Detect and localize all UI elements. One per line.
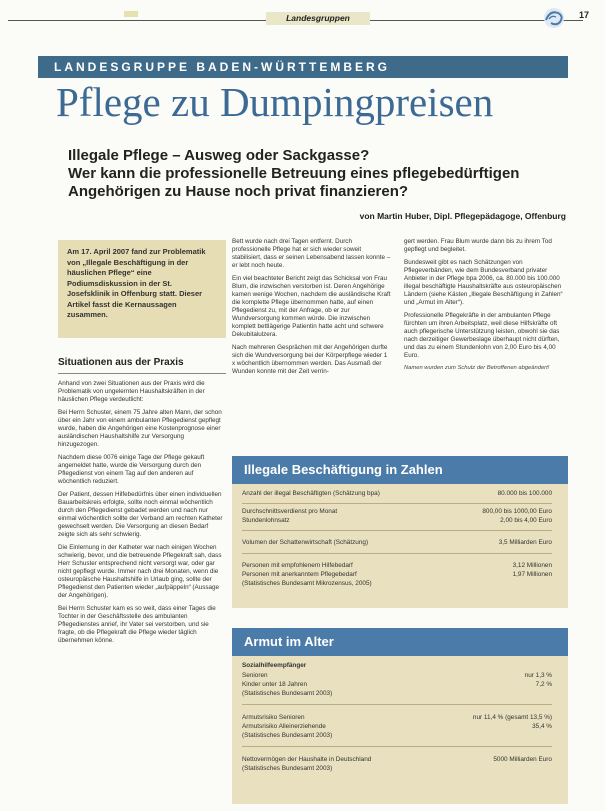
row-label: Personen mit anerkanntem Pflegebedarf — [242, 571, 357, 578]
box-body — [232, 656, 568, 804]
row-label: Volumen der Schattenwirtschaft (Schätzung) — [242, 539, 369, 546]
paragraph: Nach mehreren Gesprächen mit der Angehörigen durfte sich die Wundversorgung bei der Körperpflege wieder 1 x wöchentlich übernommen werden. Das Ausmaß der Wunden konnte mit der Zeit verrin- — [232, 344, 388, 375]
stats-box-poverty-in-age — [232, 628, 568, 804]
paragraph: gert werden. Frau Blum wurde dann bis zu ihrem Tod gepflegt und begleitet. — [404, 238, 552, 253]
paragraph: Nachdem diese 0076 einige Tage der Pflege gekauft angemeldet hatte, wurde die Versorgung durch den Pflegedienst von einem Tag auf den anderen auf wöchentlich reduziert. — [58, 454, 205, 485]
row-divider — [242, 503, 552, 504]
paragraph: Bundesweit gibt es nach Schätzungen von Pflegeverbänden, wie dem Bundesverband privater Anbieter in der Pflege bpa 2006, ca. 80.000 bis 100.000 illegal beschäftigte Haushaltskräfte aus osteuropäischen Ländern (siehe Kästen „Illegale Beschäftigung in Zahlen“ und „Armut im Alter“). — [404, 259, 563, 306]
row-value: 3,5 Milliarden Euro — [498, 539, 552, 546]
subtitle-line: Angehörigen zu Hause noch privat finanzieren? — [68, 183, 409, 200]
author-line: von Martin Huber, Dipl. Pflegepädagoge, Offenburg — [359, 211, 566, 221]
paragraph: Bei Herrn Schuster kam es so weit, dass einer Tages die Tochter in der Geschäftsstelle des ambulanten Pflegedienstes anrief, ihr Vater sei verstorben, und sie fragte, ob die Pflegekraft die Pflege wieder täglich übernehmen könne. — [58, 605, 216, 644]
stats-box-illegal-employment — [232, 456, 568, 608]
row-label: Nettovermögen der Haushalte in Deutschland — [242, 756, 372, 763]
row-value: 7,2 % — [535, 681, 552, 688]
subhead-text: Sozialhilfeempfänger — [242, 662, 307, 669]
region-band: LANDESGRUPPE BADEN-WÜRTTEMBERG — [38, 56, 568, 78]
subtitle-line: Illegale Pflege – Ausweg oder Sackgasse? — [68, 147, 370, 164]
box-body — [232, 484, 568, 608]
box-title: Illegale Beschäftigung in Zahlen — [232, 456, 568, 484]
paragraph: Bett wurde nach drei Tagen entfernt. Durch professionelle Pflege hat er sich wieder soweit stabilisiert, dass er seinen Lebensabend lassen konnte – er lebt noch heute. — [232, 238, 391, 269]
row-label: Kinder unter 18 Jahren — [242, 681, 308, 688]
row-label: Armutsrisiko Alleinerziehende — [242, 723, 326, 730]
paragraph: Bei Herrn Schuster, einem 75 Jahre alten Mann, der schon über ein Jahr von einem ambulanten Pflegedienst gepflegt wurde, haben die Angehörigen eine Kostenprognose einer ausländischen Haushaltshilfe zur Versorgung hinzugezogen. — [58, 409, 222, 448]
row-label: Armutsrisiko Senioren — [242, 714, 305, 721]
row-value: 35,4 % — [532, 723, 552, 730]
section-heading: Situationen aus der Praxis — [58, 357, 184, 368]
row-value: 800,00 bis 1000,00 Euro — [482, 508, 552, 515]
paragraph: Der Patient, dessen Hilfebedürfnis über einen individuellen Bauarbeitskreis erfolgte, sollte noch einmal wöchentlich durch den Pflegedienst gebadet werden und nach nur einmal wöchentlich sollte der Verband am rechten Katheter gewechselt werden. Die Versorgung an diesen Bedarf zeigte sich als sehr schwierig. — [58, 491, 223, 538]
row-label: (Statistisches Bundesamt 2003) — [242, 732, 333, 739]
row-value: 80.000 bis 100.000 — [497, 490, 552, 497]
paragraph: Ein viel beachteter Bericht zeigt das Schicksal von Frau Blum, die inzwischen verstorben ist. Deren Angehörige kamen wenige Wochen, nachdem die ausländische Kraft die komplette Pflege übernommen hatte, auf einen Pflegedienst zu, mit der Anfrage, ob er zur Wundversorgung kommen würde. Die inzwischen komplett bettlägerige Patientin hatte acht und schwere Dekubitalulzera. — [232, 275, 391, 338]
section-label: Landesgruppen — [286, 13, 350, 23]
page-number: 17 — [579, 10, 590, 20]
row-label: (Statistisches Bundesamt 2003) — [242, 690, 333, 697]
row-value: 1,97 Millionen — [512, 571, 552, 578]
row-value: 3,12 Millionen — [512, 562, 552, 569]
row-label: (Statistisches Bundesamt Mikrozensus, 2005) — [242, 580, 372, 587]
box-title: Armut im Alter — [232, 628, 568, 656]
swirl-logo-icon — [540, 6, 568, 30]
column-1 — [58, 380, 226, 650]
row-label: Durchschnittsverdienst pro Monat — [242, 508, 338, 515]
row-divider — [242, 704, 552, 705]
section-label-box — [266, 12, 370, 25]
article-subtitle — [68, 147, 568, 201]
row-label: Senioren — [242, 672, 268, 679]
row-divider — [242, 746, 552, 747]
row-value: 5000 Milliarden Euro — [493, 756, 552, 763]
row-divider — [242, 553, 552, 554]
column-2 — [232, 238, 392, 381]
subtitle-line: Wer kann die professionelle Betreuung eines pflegebedürftigen — [68, 165, 520, 182]
row-value: 2,00 bis 4,00 Euro — [500, 517, 552, 524]
heading-rule — [58, 373, 226, 374]
row-value: nur 1,3 % — [524, 672, 552, 679]
teaser-text: Am 17. April 2007 fand zur Problematik von „Illegale Beschäftigung in der häuslichen Pflege“ eine Podiumsdiskussion in der St. Josefsklinik in Offenburg statt. Dieser Artikel fasst die Kernaussagen zusammen. — [67, 247, 206, 319]
paragraph: Anhand von zwei Situationen aus der Praxis wird die Problematik von ungelernten Haushaltskräften in der häuslichen Pflege verdeutlicht: — [58, 380, 205, 403]
row-label: Personen mit empfohlenem Hilfebedarf — [242, 562, 353, 569]
article-title: Pflege zu Dumpingpreisen — [56, 79, 494, 125]
row-label: Stundenlohnsatz — [242, 517, 290, 524]
header-tab-decoration — [124, 11, 138, 17]
column-3 — [404, 238, 568, 378]
teaser-box — [58, 240, 226, 338]
footnote: Namen wurden zum Schutz der Betroffenen abgeändert! — [404, 365, 550, 371]
row-divider — [242, 530, 552, 531]
row-label: Anzahl der illegal Beschäftigten (Schätzung bpa) — [242, 490, 380, 497]
row-value: nur 11,4 % (gesamt 13,5 %) — [472, 714, 552, 721]
row-label: (Statistisches Bundesamt 2003) — [242, 765, 333, 772]
paragraph: Professionelle Pflegekräfte in der ambulanten Pflege fürchten um ihren Arbeitsplatz, weil diese Hilfskräfte oft auch pflegerische Unterstützung leisten, obwohl sie das nach derzeitiger Gewerbeslage überhaupt nicht dürften, und das zu einem Stundenlohn von 2,00 Euro bis 4,00 Euro. — [404, 312, 560, 359]
paragraph: Die Einlernung in der Katheter war nach einigen Wochen schwierig, bevor, und die betreuende Pflegekraft sah, dass Herr Schuster entsprechend nicht versorgt war, oder gar nicht gepflegt wurde. Immer nach drei Monaten, wenn die osteuropäische Haushaltshilfe in Urlaub ging, sollte der Pflegedienst den Patienten wieder „aufpäppeln“ (Aussage der Angehörigen). — [58, 544, 222, 599]
